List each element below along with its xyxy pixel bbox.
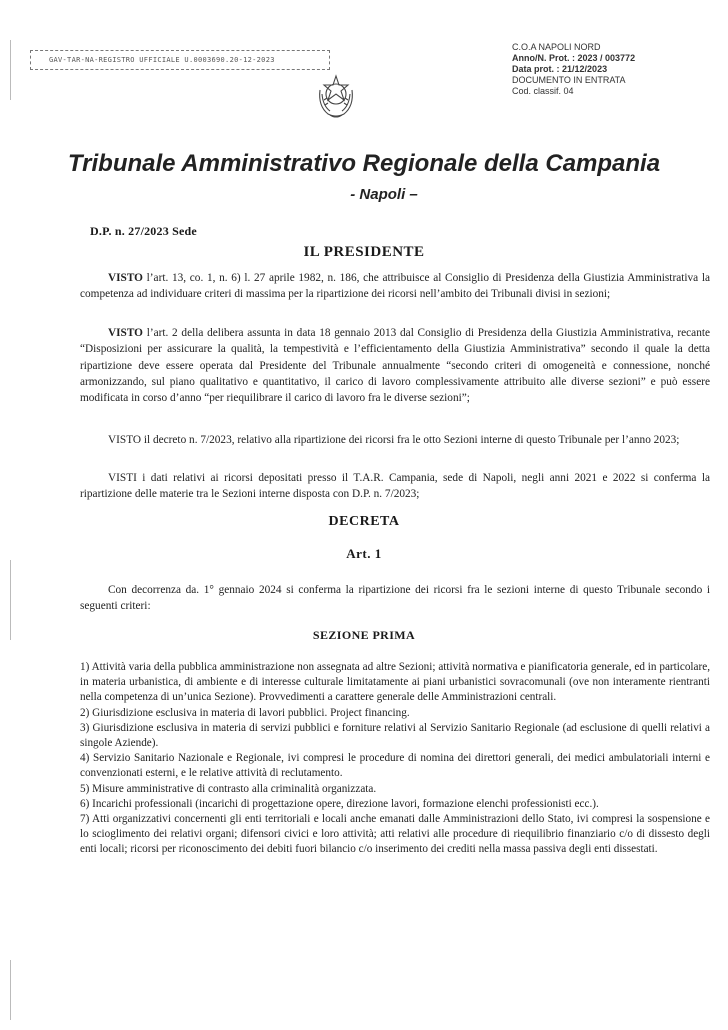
protocol-class-row xyxy=(512,86,712,97)
italian-republic-emblem-icon xyxy=(314,70,358,120)
protocol-date-row xyxy=(512,64,712,75)
protocol-number-value: 2023 / 003772 xyxy=(577,53,636,63)
heading-il-presidente: IL PRESIDENTE xyxy=(303,244,425,260)
scan-margin-mark xyxy=(10,40,11,100)
registry-stamp xyxy=(30,50,330,70)
document-title: Tribunale Amministrativo Regionale della Campania xyxy=(67,150,661,177)
protocol-block xyxy=(512,42,712,97)
document-subtitle: - Napoli – xyxy=(350,186,418,203)
registry-stamp-text: GAV-TAR-NA-REGISTRO UFFICIALE U.0003690.20-12-2023 xyxy=(49,56,275,64)
protocol-date-value: 21/12/2023 xyxy=(562,64,608,74)
heading-sezione-prima: SEZIONE PRIMA xyxy=(312,628,416,642)
article-intro: Con decorrenza da. 1° gennaio 2024 si conferma la ripartizione dei ricorsi fra le sezioni interne di questo Tribunale secondo i seguenti criteri: xyxy=(80,584,710,613)
protocol-office: C.O.A NAPOLI NORD xyxy=(512,42,601,52)
preamble-text: VISTI i dati relativi ai ricorsi depositati presso il T.A.R. Campania, sede di Napoli, negli anni 2021 e 2022 si conferma la ripartizione delle materie tra le Sezioni interne disposta con D.P. n. 7/2023; xyxy=(80,472,710,501)
protocol-number-row xyxy=(512,53,712,64)
preamble-paragraph xyxy=(80,432,710,448)
list-item: 7) Atti organizzativi concernenti gli enti territoriali e locali anche emanati dalle Amministrazioni dello Stato, ivi compresi la sospensione e lo scioglimento dei relativi organi; difensori civici e loro attività; atti relativi alle procedure di riequilibrio finanziario c/o di dissesto degli enti locali; ricorsi per riconoscimento dei debiti fuori bilancio c/o inserimento dei crediti nella massa passiva degli enti dissestati. xyxy=(80,813,710,856)
protocol-date-label: Data prot. : xyxy=(512,64,560,74)
preamble-paragraph xyxy=(80,325,710,406)
protocol-class-value: 04 xyxy=(563,86,574,96)
heading-art-1: Art. 1 xyxy=(346,546,382,561)
preamble-paragraph xyxy=(80,470,710,503)
protocol-number-label: Anno/N. Prot. : xyxy=(512,53,575,63)
scan-margin-mark xyxy=(10,960,11,1020)
sezione-prima-list xyxy=(80,660,710,858)
preamble-lead: VISTO xyxy=(108,327,143,339)
preamble-text: l’art. 2 della delibera assunta in data 18 gennaio 2013 dal Consiglio di Presidenza della Giustizia Amministrativa, recante “Disposizioni per assicurare la qualità, la tempestività e l’efficientamento della Giustizia Amministrativa” secondo il quale la detta ripartizione deve essere operata dal Presidente del Tribunale annualmente “secondo criteri di omogeneità e connessione, nonché armonizzando, sul piano qualitativo e quantitativo, il carico di lavoro complessivamente attribuito alle diverse sezioni” e può essere modificata in corso d’anno “per riequilibrare il carico di lavoro fra le diverse sezioni”; xyxy=(80,327,710,405)
preamble-text: VISTO il decreto n. 7/2023, relativo alla ripartizione dei ricorsi fra le otto Sezioni interne di questo Tribunale per l’anno 2023; xyxy=(108,434,680,446)
preamble-lead: VISTO xyxy=(108,272,143,284)
list-item: 2) Giurisdizione esclusiva in materia di lavori pubblici. Project financing. xyxy=(80,706,410,719)
list-item: 3) Giurisdizione esclusiva in materia di servizi pubblici e forniture relativi al Servizio Sanitario Regionale (ad esclusione di quelli relativi a singole Aziende). xyxy=(80,721,710,750)
list-item: 5) Misure amministrative di contrasto alla criminalità organizzata. xyxy=(80,782,377,795)
list-item: 6) Incarichi professionali (incarichi di progettazione opere, direzione lavori, formazione elenchi professionisti ecc.). xyxy=(80,797,599,810)
preamble-text: l’art. 13, co. 1, n. 6) l. 27 aprile 1982, n. 186, che attribuisce al Consiglio di Presidenza della Giustizia Amministrativa la competenza ad individuare criteri di massima per la ripartizione dei ricorsi nell’ambito dei Tribunali divisi in sezioni; xyxy=(80,272,710,301)
list-item: 4) Servizio Sanitario Nazionale e Regionale, ivi compresi le procedure di nomina dei direttori generali, dei medici ambulatoriali interni e convenzionati esterni, e le relative attività di reclutamento. xyxy=(80,752,710,780)
heading-decreta: DECRETA xyxy=(328,514,400,529)
protocol-class-label: Cod. classif. xyxy=(512,86,562,96)
preamble-paragraph xyxy=(80,270,710,303)
protocol-type: DOCUMENTO IN ENTRATA xyxy=(512,75,626,85)
list-item: 1) Attività varia della pubblica amministrazione non assegnata ad altre Sezioni; attività normativa e pianificatoria generale, ed in particolare, in materia urbanistica, di ambiente e di interesse culturale limitatamente ai piani urbanistici sovracomunali (ove non interamente rientranti nella competenza di un’unica Sezione). Provvedimenti a carattere generale delle Amministrazioni centrali. xyxy=(80,661,710,704)
decree-number: D.P. n. 27/2023 Sede xyxy=(90,224,197,238)
